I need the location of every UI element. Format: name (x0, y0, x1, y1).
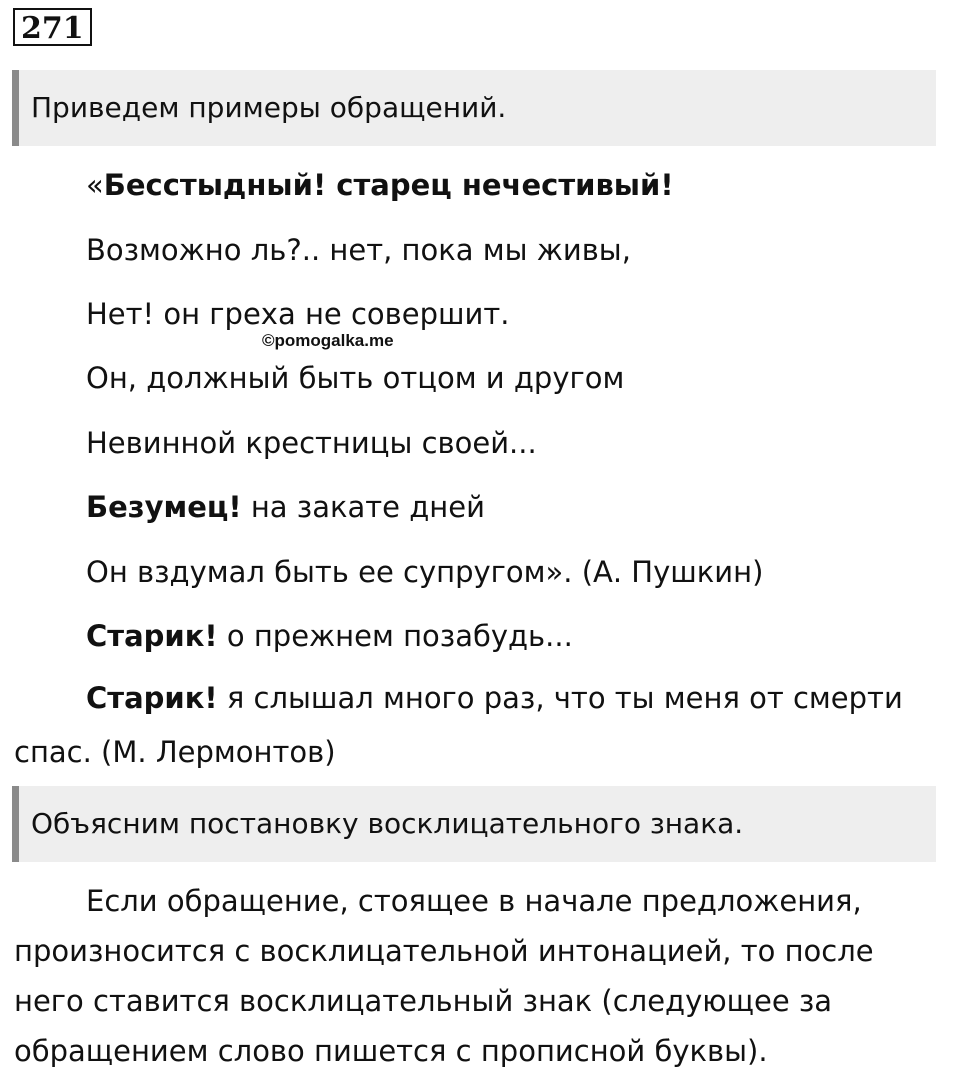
poem-line-7: Он вздумал быть ее супругом». (А. Пушкин) (86, 555, 764, 589)
poem-line-6-rest: на закате дней (241, 490, 485, 524)
explanation-text: Если обращение, стоящее в начале предложения, произносится с восклицательной интонацией, то после него ставится восклицательный знак (следующее за обращением слово пишется с прописной буквы). (14, 884, 874, 1068)
poem-line-1 (86, 165, 674, 205)
poem-line-8-address: Старик! (86, 619, 218, 653)
poem-line-1-prefix: « (86, 168, 104, 202)
explanation-paragraph (14, 876, 946, 1076)
poem-line-3: Нет! он греха не совершит. (86, 297, 510, 331)
poem-line-5: Невинной крестницы своей... (86, 426, 537, 460)
poem-line-2: Возможно ль?.. нет, пока мы живы, (86, 233, 631, 267)
poem-line-9 (14, 671, 934, 779)
poem-line-4: Он, должный быть отцом и другом (86, 361, 625, 395)
poem-line-1-address: Бесстыдный! старец нечестивый! (103, 168, 674, 202)
poem-line-9-address: Старик! (86, 681, 218, 715)
poem-line-6 (86, 487, 485, 527)
poem-line-6-address: Безумец! (86, 490, 242, 524)
poem-line-9-rest: я слышал много раз, что ты меня от смерти спас. (М. Лермонтов) (14, 681, 903, 769)
poem-line-8-rest: о прежнем позабудь... (217, 619, 573, 653)
section-heading-explanation: Объясним постановку восклицательного знака. (12, 786, 936, 862)
section-heading-examples: Приведем примеры обращений. (12, 70, 936, 146)
task-number: 271 (13, 8, 92, 46)
watermark: ©pomogalka.me (262, 331, 394, 350)
poem-line-8 (86, 616, 573, 656)
